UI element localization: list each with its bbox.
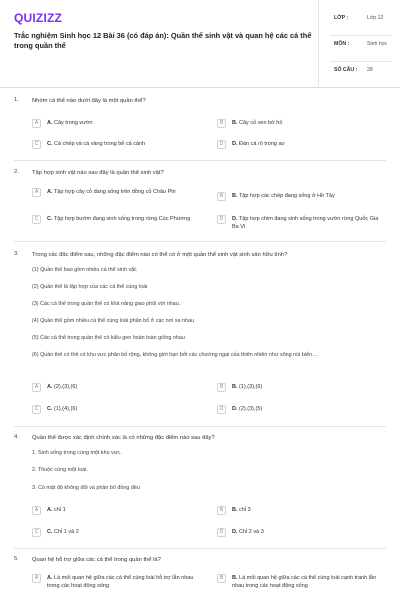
option-key: B.	[232, 384, 238, 390]
option-text: Chỉ 1 và 2	[54, 529, 79, 535]
count-value: 28	[367, 67, 373, 73]
question-number: 5.	[14, 556, 19, 562]
option-letter-box: A	[32, 188, 41, 197]
statement: 1. Sinh sống trong cùng một khu vực.	[32, 450, 122, 456]
option-letter-box: D	[217, 405, 226, 414]
statement: (5) Các cá thể trong quần thể có kiểu gen hoàn toàn giống nhau	[32, 335, 185, 341]
question-number: 1.	[14, 97, 19, 103]
statement: (1) Quần thể bao gồm nhiều cá thể sinh vật.	[32, 267, 138, 273]
question-text: Nhóm cá thể nào dưới đây là một quần thể?	[32, 98, 146, 104]
option-key: C.	[47, 216, 53, 222]
question-text: Quần thể được xác định chính xác là có những đặc điểm nào sau đây?	[32, 435, 215, 441]
option-key: A.	[47, 507, 53, 513]
option-text: Tập hợp cây cỏ đang sống trên đồng cỏ Châu Phi	[53, 189, 176, 195]
option-text: Là mối quan hệ giữa các cá thể cùng loài cạnh tranh lẫn nhau trong các hoạt động sống	[232, 575, 377, 589]
option-key: D.	[232, 406, 238, 412]
statement: (2) Quần thể là tập hợp của các cá thể cùng loài	[32, 284, 148, 290]
class-label: LỚP :	[334, 15, 349, 21]
option-letter-box: C	[32, 140, 41, 149]
option-letter-box: A	[32, 574, 41, 583]
option-key: A.	[47, 575, 53, 581]
question-number: 3.	[14, 251, 19, 257]
option-letter-box: B	[217, 506, 226, 515]
option-text: (2),(3),(6)	[54, 384, 78, 390]
option-key: A.	[47, 384, 53, 390]
option-key: B.	[232, 120, 238, 126]
option-text: Chỉ 2 và 3	[239, 529, 264, 535]
option-text: (1),(4),(6)	[54, 406, 78, 412]
option-text: Cá chép và cá vàng trong bể cá cảnh	[54, 141, 146, 147]
option-text: Tập hợp chim đang sinh sống trong vườn rừng Quốc Gia Ba Vì	[232, 216, 379, 230]
statement: (4) Quần thể gồm nhiều cá thể cùng loài phân bố ở các nơi xa nhau	[32, 318, 195, 324]
option-letter-box: C	[32, 405, 41, 414]
option-letter-box: B	[217, 383, 226, 392]
question-number: 2.	[14, 169, 19, 175]
class-value: Lớp 12	[367, 15, 384, 21]
option-text: Tập hợp bướm đang sinh sống trong rừng Cúc Phương	[53, 216, 191, 222]
option-letter-box: A	[32, 119, 41, 128]
question-divider	[14, 160, 386, 161]
meta-divider	[330, 61, 392, 62]
statement: 2. Thuộc cùng một loài.	[32, 467, 88, 473]
option-letter-box: A	[32, 506, 41, 515]
option-key: D.	[232, 529, 238, 535]
option-text: Cây trong vườn	[54, 120, 93, 126]
count-label: SỐ CÂU :	[334, 67, 358, 73]
subject-value: Sinh học	[367, 41, 388, 47]
option-letter-box: B	[217, 574, 226, 583]
meta-divider	[330, 35, 392, 36]
quizizz-logo: QUIZIZZ	[14, 11, 63, 25]
option-text: chỉ 1	[54, 507, 66, 513]
option-key: C.	[47, 141, 53, 147]
question-divider	[14, 241, 386, 242]
option-key: B.	[232, 507, 238, 513]
option-key: B.	[232, 575, 238, 581]
option-text: (1),(3),(6)	[239, 384, 263, 390]
option-key: D.	[232, 216, 238, 222]
statement: 3. Có mật độ không đổi và phân bố đồng đều	[32, 485, 140, 491]
option-text: Đàn cá rô trong ao	[239, 141, 285, 147]
statement: (6) Quần thể có thể có khu vực phân bố rộng, không giới hạn bởi các chướng ngại của thiên nhiên như sông núi biển....	[32, 352, 319, 358]
option-letter-box: C	[32, 215, 41, 224]
option-text: chỉ 3	[239, 507, 251, 513]
option-letter-box: B	[217, 192, 226, 201]
subject-label: MÔN :	[334, 41, 350, 47]
option-key: B.	[232, 193, 238, 199]
option-letter-box: B	[217, 119, 226, 128]
option-text: (2),(3),(5)	[239, 406, 263, 412]
option-letter-box: D	[217, 528, 226, 537]
question-divider	[14, 426, 386, 427]
statement: (3) Các cá thể trong quần thể có khả năng giao phối với nhau.	[32, 301, 181, 307]
question-text: Trong các đặc điểm sau, những đặc điểm nào có thể có ở một quần thể sinh vật sinh sản hữu tính?	[32, 252, 288, 258]
option-text: Là mối quan hệ giữa các cá thể cùng loài hỗ trợ lẫn nhau trong các hoạt động sống	[47, 575, 194, 589]
option-key: A.	[47, 120, 53, 126]
option-key: C.	[47, 406, 53, 412]
header-divider	[318, 0, 319, 88]
option-letter-box: C	[32, 528, 41, 537]
question-number: 4.	[14, 434, 19, 440]
question-text: Tập hợp sinh vật nào sau đây là quần thể sinh vật?	[32, 170, 164, 176]
option-text: Tập hợp các chép đang sống ở Hồ Tây	[238, 193, 335, 199]
option-text: Cây cỏ ven bờ hồ	[239, 120, 283, 126]
option-letter-box: D	[217, 215, 226, 224]
worksheet-title: Trắc nghiệm Sinh học 12 Bài 36 (có đáp án): Quần thể sinh vật và quan hệ các cá thể trong quần thể	[14, 31, 312, 50]
worksheet-header	[0, 0, 400, 88]
question-text: Quan hệ hỗ trợ giữa các cá thể trong quần thể là?	[32, 557, 161, 563]
option-key: D.	[232, 141, 238, 147]
question-divider	[14, 548, 386, 549]
option-key: C.	[47, 529, 53, 535]
option-key: A.	[47, 189, 53, 195]
option-letter-box: A	[32, 383, 41, 392]
option-letter-box: D	[217, 140, 226, 149]
